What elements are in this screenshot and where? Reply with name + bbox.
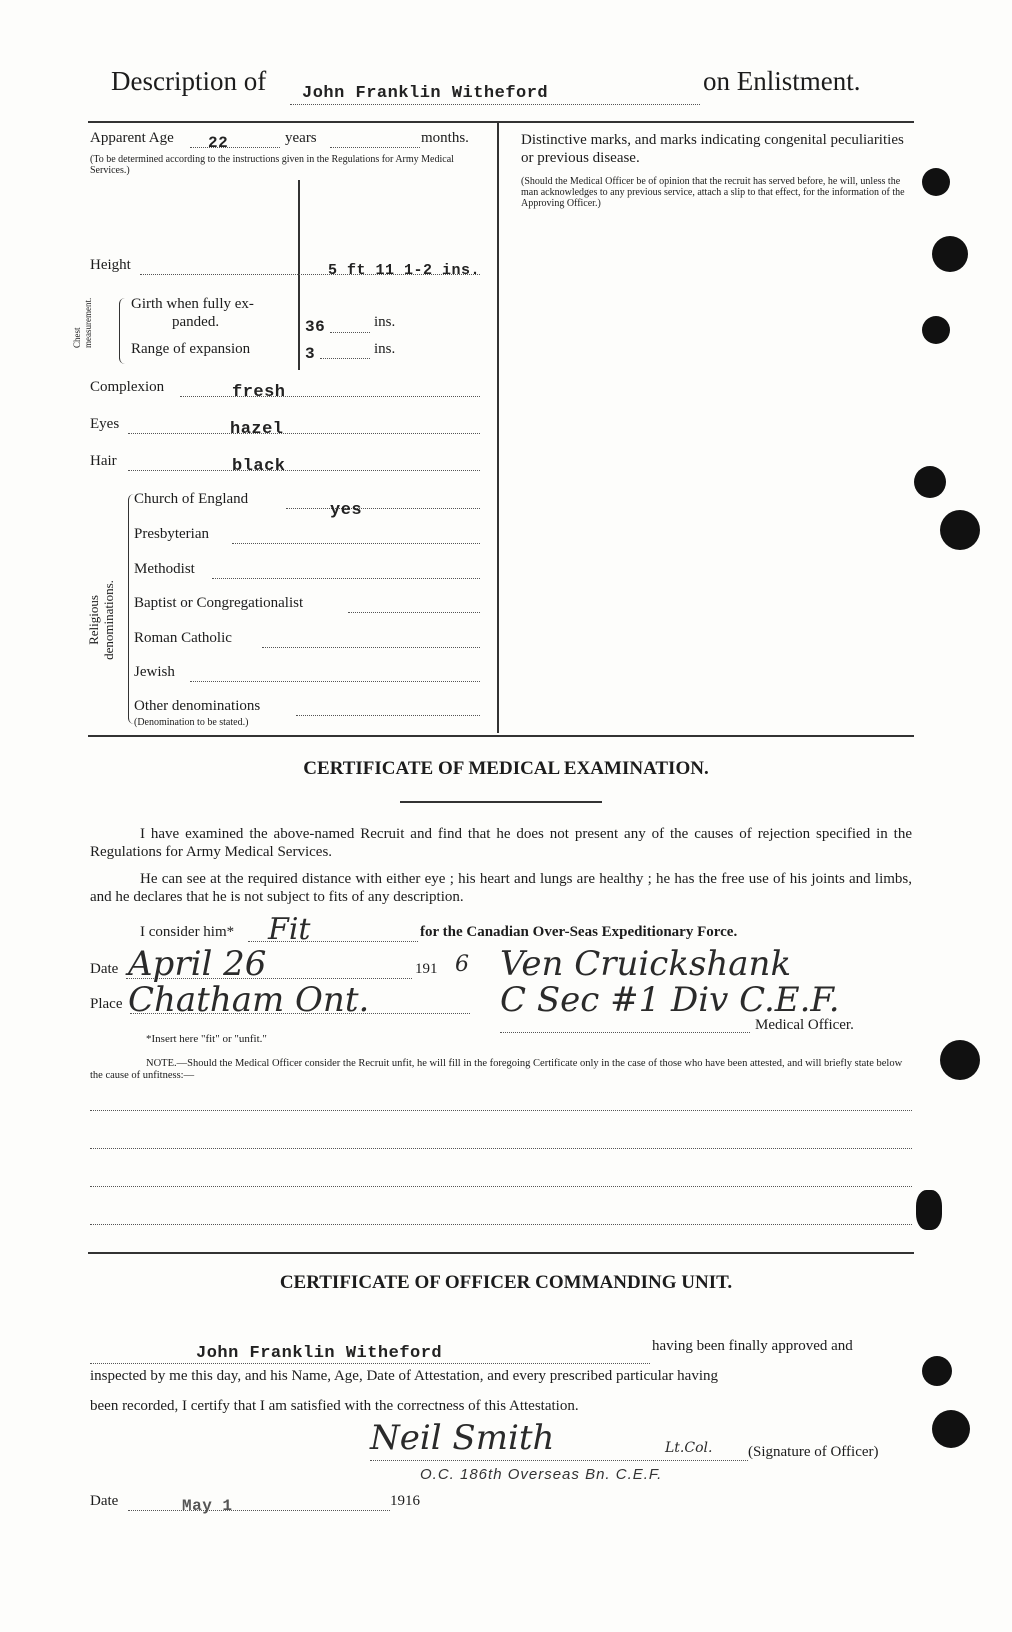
age-dots [190, 147, 280, 148]
religion-side-label: Religious denominations. [86, 580, 116, 660]
hair-value: black [232, 457, 286, 476]
section-rule-2 [88, 1252, 914, 1254]
denom-methodist: Methodist [134, 561, 195, 577]
eyes-value: hazel [230, 420, 284, 439]
complexion-label: Complexion [90, 379, 165, 395]
range-dots [320, 358, 370, 359]
medical-para1: I have examined the above-named Recruit and find that he does not present any of the causes of rejection specified in the Regulations for Army Medical Services. [90, 826, 912, 860]
commanding-stamp: O.C. 186th Overseas Bn. C.E.F. [420, 1466, 663, 1483]
denom-methodist-dots [212, 578, 480, 579]
commanding-line1-suffix: having been finally approved and [652, 1338, 853, 1354]
range-value: 3 [305, 345, 316, 363]
girth-label-1: Girth when fully ex- [131, 296, 254, 312]
top-rule [88, 121, 914, 123]
denom-baptist-dots [348, 612, 480, 613]
commanding-sig-dots [370, 1460, 748, 1461]
unfit-line-1 [90, 1110, 912, 1111]
age-note: (To be determined according to the instructions given in the Regulations for Army Medical Services.) [90, 154, 454, 176]
punch-hole [940, 510, 980, 550]
denom-baptist: Baptist or Congregationalist [134, 595, 304, 611]
apparent-age-label: Apparent Age [90, 130, 174, 146]
range-label: Range of expansion [131, 341, 251, 357]
denom-other-dots [296, 715, 480, 716]
medical-para2: He can see at the required distance with either eye ; his heart and lungs are healthy ; he has the free use of his joints and limbs, and he declares that he is not subject to fits of any description. [90, 871, 912, 905]
commanding-date-label: Date [90, 1493, 119, 1509]
date-year-prefix: 191 [415, 961, 438, 977]
date-value: April 26 [128, 944, 267, 984]
complexion-dots [180, 396, 480, 397]
punch-hole [932, 1410, 970, 1448]
commanding-date-value: May 1 [182, 1497, 233, 1515]
denom-jewish: Jewish [134, 664, 175, 680]
punch-hole [932, 236, 968, 272]
range-ins: ins. [374, 341, 396, 357]
chest-brace [119, 298, 128, 364]
unfit-line-2 [90, 1148, 912, 1149]
punch-hole [940, 1040, 980, 1080]
commanding-year-value: 1916 [390, 1493, 420, 1509]
medical-unit-signature: C Sec #1 Div C.E.F. [500, 980, 840, 1020]
medical-title: CERTIFICATE OF MEDICAL EXAMINATION. [303, 758, 709, 779]
header-prefix: Description of [111, 66, 267, 96]
place-value: Chatham Ont. [128, 980, 370, 1020]
medical-title-rule [400, 801, 602, 803]
girth-value: 36 [305, 318, 326, 336]
punch-hole [916, 1190, 942, 1230]
denom-note: (Denomination to be stated.) [134, 717, 249, 728]
header-name: John Franklin Witheford [302, 84, 549, 103]
denom-church-dots [286, 508, 480, 509]
punch-hole [922, 1356, 952, 1386]
hair-label: Hair [90, 453, 117, 469]
consider-label: I consider him* [140, 924, 235, 940]
denom-catholic-dots [262, 647, 480, 648]
commanding-date-dots [128, 1510, 390, 1511]
medical-note: NOTE.—Should the Medical Officer consider the Recruit unfit, he will fill in the foregoing Certificate only in the case of those who have been attested, and will briefly state below the cause of unfitness:— [90, 1058, 903, 1081]
height-value: 5 ft 11 1-2 ins. [328, 262, 481, 279]
unfit-line-3 [90, 1186, 912, 1187]
denom-presbyterian: Presbyterian [134, 526, 209, 542]
consider-value: Fit [268, 912, 311, 947]
marks-note: (Should the Medical Officer be of opinion that the recruit has served before, he will, unless the man acknowledges to any previous service, attach a slip to that effect, for the information of the Approving Officer.) [521, 176, 905, 209]
commanding-name-dots [90, 1363, 650, 1364]
punch-hole [922, 168, 950, 196]
commanding-line3: been recorded, I certify that I am satisfied with the correctness of this Attestation. [90, 1398, 579, 1414]
age-value: 22 [208, 134, 229, 152]
months-dots [330, 147, 420, 148]
medical-officer-label: Medical Officer. [755, 1017, 854, 1033]
girth-label-2: panded. [172, 314, 220, 330]
denom-other: Other denominations [134, 698, 261, 714]
commanding-line2: inspected by me this day, and his Name, Age, Date of Attestation, and every prescribed particular having [90, 1368, 719, 1384]
commanding-name: John Franklin Witheford [196, 1344, 443, 1363]
header-suffix: on Enlistment. [703, 66, 861, 96]
date-label: Date [90, 961, 119, 977]
center-divider [497, 121, 499, 733]
commanding-title: CERTIFICATE OF OFFICER COMMANDING UNIT. [279, 1272, 733, 1293]
insert-note: *Insert here "fit" or "unfit." [146, 1033, 267, 1045]
consider-suffix: for the Canadian Over-Seas Expeditionary Force. [420, 924, 738, 940]
months-label: months. [421, 130, 469, 146]
height-label: Height [90, 257, 131, 273]
medical-officer-signature: Ven Cruickshank [500, 944, 792, 984]
denom-presbyterian-dots [232, 543, 480, 544]
girth-dots [330, 332, 370, 333]
girth-ins: ins. [374, 314, 396, 330]
header-name-line [290, 104, 700, 105]
date-year-suffix: 6 [455, 952, 469, 977]
commanding-sig-label: (Signature of Officer) [748, 1444, 879, 1460]
unfit-line-4 [90, 1224, 912, 1225]
denom-jewish-dots [190, 681, 480, 682]
chest-side-label: Chest measurement. [72, 297, 93, 348]
years-label: years [285, 130, 317, 146]
denom-church: Church of England [134, 491, 249, 507]
punch-hole [922, 316, 950, 344]
hair-dots [128, 470, 480, 471]
place-label: Place [90, 996, 123, 1012]
complexion-value: fresh [232, 383, 286, 402]
marks-label: Distinctive marks, and marks indicating congenital peculiarities or previous disease. [521, 132, 904, 166]
eyes-label: Eyes [90, 416, 120, 432]
medical-sig-dots [500, 1032, 750, 1033]
commanding-signature: Neil Smith [370, 1418, 555, 1458]
denom-church-value: yes [330, 501, 363, 520]
commanding-rank: Lt.Col. [665, 1440, 713, 1456]
measure-divider [298, 180, 300, 370]
eyes-dots [128, 433, 480, 434]
punch-hole [914, 466, 946, 498]
section-rule [88, 735, 914, 737]
denom-catholic: Roman Catholic [134, 630, 232, 646]
